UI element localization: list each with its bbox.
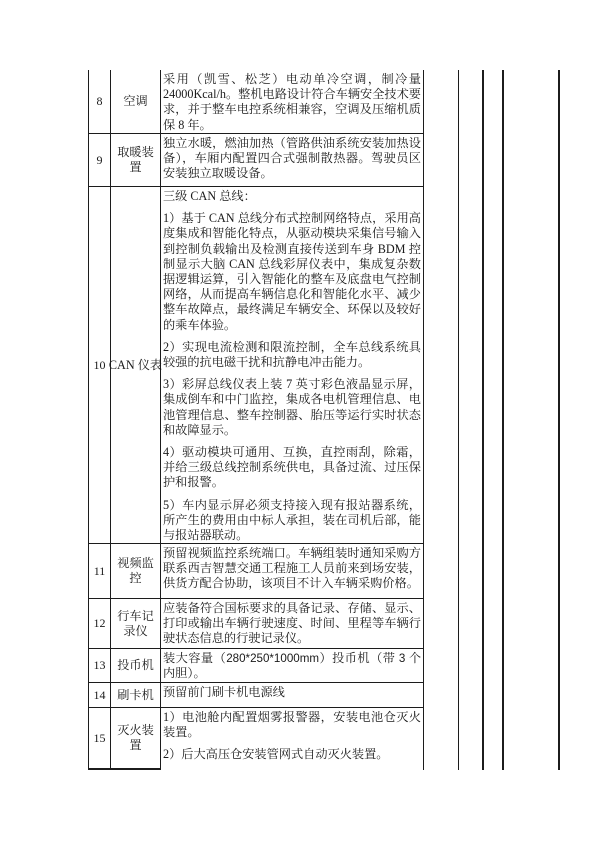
item-description-cell (161, 708, 423, 770)
item-name-line: 控 (129, 571, 142, 585)
text-segment: 预留前门刷卡机电源线 (163, 685, 285, 699)
item-name-cell (111, 708, 161, 770)
description-paragraph (163, 546, 421, 592)
row-number: 12 (93, 616, 106, 630)
item-name-line: 置 (129, 160, 142, 174)
item-description-cell (161, 544, 423, 598)
table-row (88, 544, 424, 599)
text-segment: 5）车内显示屏必须支持接入现有报站器系统，所产生的费用由中标人承担，装在司机后部，能与报站器联动。 (163, 497, 421, 543)
empty-column-line-4 (558, 70, 560, 770)
item-name-cell (108, 187, 163, 543)
row-number-cell (89, 70, 111, 133)
table-row (88, 708, 424, 770)
description-paragraph (163, 651, 421, 681)
text-segment: 3 (398, 652, 406, 665)
row-number-cell (89, 683, 111, 707)
description-paragraph (163, 445, 421, 491)
description-paragraph (163, 685, 421, 700)
row-number: 15 (93, 730, 106, 745)
row-number-cell (89, 544, 111, 598)
description-paragraph (163, 136, 421, 182)
row-number: 9 (96, 152, 103, 167)
item-name-line: 投币机 (117, 658, 154, 672)
item-description-cell (161, 134, 423, 186)
text-segment: 1）电池舱内配置烟雾报警器，安装电池仓灭火装置。 (163, 710, 421, 740)
row-number-cell (89, 187, 111, 543)
text-segment: 个内胆）。 (163, 651, 422, 681)
item-name-cell (111, 70, 161, 133)
equipment-spec-table (88, 70, 560, 770)
item-description-cell (161, 70, 423, 133)
item-description-cell (161, 683, 423, 707)
item-name-cell (111, 683, 161, 707)
text-segment: 采用（凯雪、松芝）电动单冷空调，制冷量 24000Kcal/h。整机电路设计符合车辆安全技术要求，并于整车电控系统相兼容，空调及压缩机质保 8 年。 (163, 72, 421, 132)
item-name-cell (111, 134, 161, 186)
row-number-cell (89, 599, 111, 648)
table-row (88, 134, 424, 187)
spec-table-rows (88, 70, 424, 770)
row-number: 14 (93, 687, 106, 702)
text-segment: 三级 CAN 总线： (163, 189, 256, 203)
description-paragraph (163, 377, 421, 438)
row-number: 8 (96, 94, 103, 108)
item-name-line: 行车记 (117, 608, 154, 623)
text-segment: 4）驱动模块可通用、互换，直控雨刮，除霜，并给三级总线控制系统供电，具备过流、过压保护和报警。 (163, 445, 421, 490)
table-row (88, 683, 424, 708)
item-name-line: 置 (129, 738, 142, 752)
text-segment: 2）后大高压仓安装管网式自动灭火装置。 (163, 747, 389, 762)
item-description-cell (161, 187, 423, 543)
item-name-cell (111, 649, 161, 682)
description-paragraph (163, 211, 421, 333)
empty-column-line-1 (458, 70, 459, 770)
table-row (88, 649, 424, 683)
text-segment: 独立水暖，燃油加热（管路供油系统安装加热设备），车厢内配置四合式强制散热器。驾驶员区安装独立取暖设备。 (163, 136, 421, 181)
description-paragraph (163, 747, 421, 762)
text-segment: 280*250*1000mm (226, 652, 320, 665)
table-row (88, 187, 424, 544)
text-segment: 3）彩屏总线仪表上装 7 英寸彩色液晶显示屏，集成倒车和中门监控，集成各电机管理信息、电池管理信息、整车控制器、胎压等运行实时状态和故障显示。 (163, 377, 421, 437)
item-name-line: 取暖装 (117, 145, 154, 159)
item-name-line: 视频监 (117, 556, 154, 570)
row-number: 11 (93, 563, 106, 578)
description-paragraph (163, 72, 421, 133)
item-name-cell (111, 599, 161, 648)
empty-column-line-2 (482, 70, 484, 770)
empty-column-line-3 (502, 70, 504, 770)
description-paragraph (163, 498, 421, 543)
text-segment: 装大容量（ (163, 651, 227, 665)
item-name-line: 灭火装 (117, 723, 154, 737)
text-segment: 应装备符合国标要求的具备记录、存储、显示、打印或输出车辆行驶速度、时间、里程等车辆行驶状态信息的行驶记录仪。 (163, 601, 421, 646)
table-row (88, 599, 424, 649)
item-description-cell (161, 649, 423, 682)
item-name-line: 刷卡机 (117, 687, 154, 702)
row-number: 13 (93, 658, 106, 672)
item-name-cell (111, 544, 161, 598)
row-number-cell (89, 708, 111, 770)
description-paragraph (163, 189, 421, 204)
text-segment: 1）基于 CAN 总线分布式控制网络特点，采用高度集成和智能化特点，从驱动模块采集信号输入到控制负载输出及检测直接传送到车身 BDM 控制显示大脑 CAN 总线彩屏仪表中，集成复杂数据逻辑运算，引入智能化的整车及底盘电气控制网络，从而提高车辆信息化和智能化水平、减少整车故障点，最终满足车辆安全、环保以及较好的乘车体验。 (163, 211, 421, 332)
item-name-line: CAN 仪表 (108, 357, 163, 372)
description-paragraph (163, 710, 421, 740)
text-segment: ）投币机（带 (319, 651, 399, 665)
row-number: 10 (93, 357, 106, 372)
item-description-cell (161, 599, 423, 648)
text-segment: 预留视频监控系统端口。车辆组装时通知采购方联系西吉智慧交通工程施工人员前来到场安装，供货方配合协助，该项目不计入车辆采购价格。 (163, 546, 421, 591)
item-name-line: 录仪 (123, 623, 148, 638)
item-name-line: 空调 (123, 94, 148, 108)
row-number-cell (89, 134, 111, 186)
table-row (88, 70, 424, 134)
description-paragraph (163, 340, 421, 370)
text-segment: 2）实现电流检测和限流控制，全车总线系统具较强的抗电磁干扰和抗静电冲击能力。 (163, 339, 421, 370)
row-number-cell (89, 649, 111, 682)
description-paragraph (163, 601, 421, 647)
